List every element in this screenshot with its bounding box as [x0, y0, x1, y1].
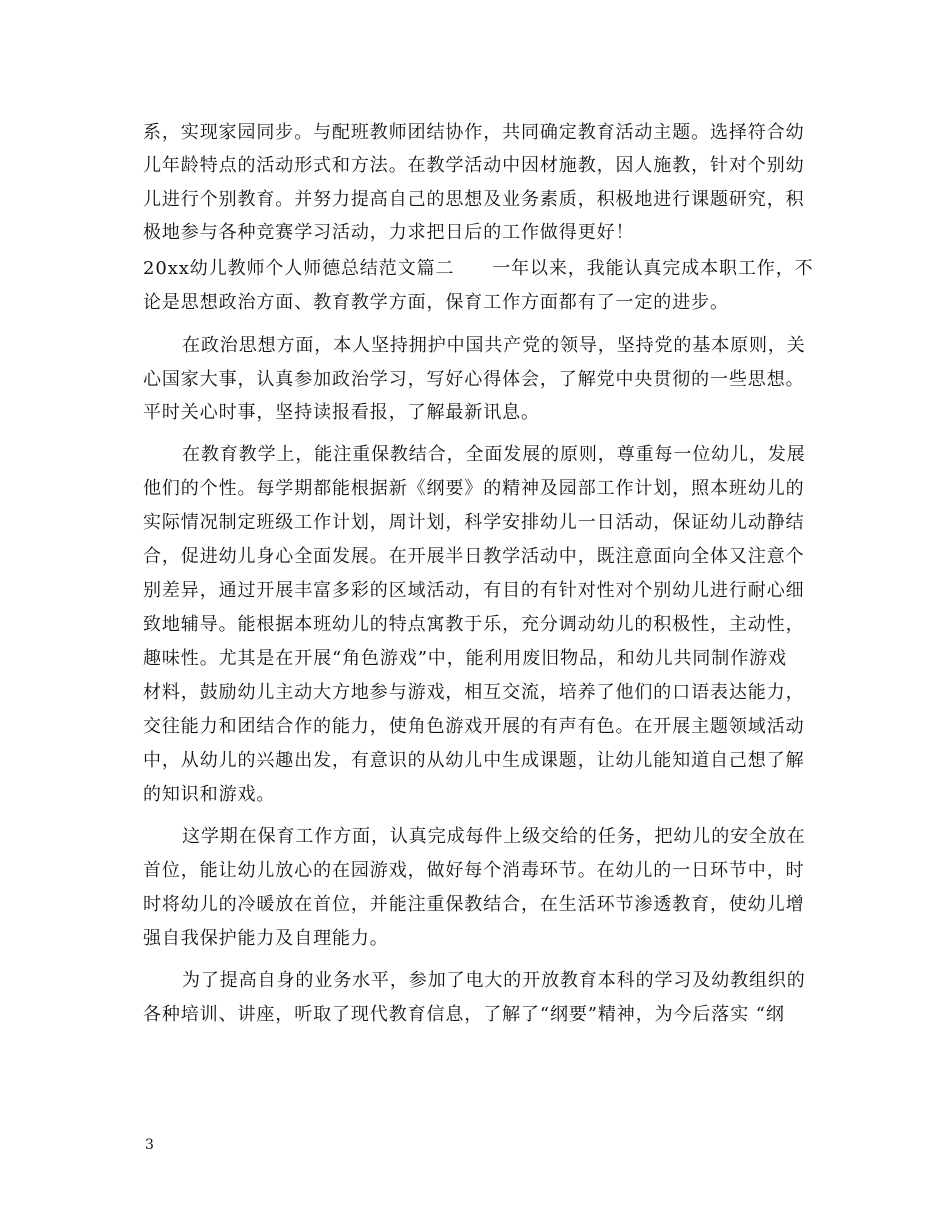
text-line: 他们的个性。每学期都能根据新《纲要》的精神及园部工作计划，照本班幼儿的 [143, 478, 805, 499]
text-line: 强自我保护能力及自理能力。 [143, 928, 389, 949]
text-line: 致地辅导。能根据本班幼儿的特点寓教于乐，充分调动幼儿的积极性，主动性， [143, 614, 805, 635]
page-number: 3 [145, 1137, 154, 1153]
text-line: 平时关心时事，坚持读报看报，了解最新讯息。 [143, 402, 540, 423]
text-line: 极地参与各种竞赛学习活动，力求把日后的工作做得更好！ [143, 222, 635, 243]
text-line: 各种培训、讲座，听取了现代教育信息，了解了“纲要”精神，为今后落实 “纲 [143, 1004, 785, 1025]
text-line: 实际情况制定班级工作计划，周计划，科学安排幼儿一日活动，保证幼儿动静结 [143, 512, 805, 533]
paragraph-first-line: 在教育教学上，能注重保教结合，全面发展的原则，尊重每一位幼儿，发展 [182, 444, 806, 465]
text-line: 材料，鼓励幼儿主动大方地参与游戏，相互交流，培养了他们的口语表达能力， [143, 682, 805, 703]
text-line: 别差异，通过开展丰富多彩的区域活动，有目的有针对性对个别幼儿进行耐心细 [143, 580, 805, 601]
text-line: 合，促进幼儿身心全面发展。在开展半日教学活动中，既注意面向全体又注意个 [143, 546, 805, 567]
text-line: 的知识和游戏。 [143, 784, 276, 805]
text-line: 首位，能让幼儿放心的在园游戏，做好每个消毒环节。在幼儿的一日环节中，时 [143, 860, 805, 881]
text-line: 儿年龄特点的活动形式和方法。在教学活动中因材施教，因人施教，针对个别幼 [143, 155, 805, 176]
paragraph-first-line: 为了提高自身的业务水平，参加了电大的开放教育本科的学习及幼教组织的 [182, 970, 806, 991]
paragraph-first-line: 这学期在保育工作方面，认真完成每件上级交给的任务，把幼儿的安全放在 [182, 826, 806, 847]
paragraph-first-line: 在政治思想方面，本人坚持拥护中国共产党的领导，坚持党的基本原则，关 [182, 335, 806, 356]
text-line: 心国家大事，认真参加政治学习，写好心得体会，了解党中央贯彻的一些思想。 [143, 369, 805, 390]
text-line: 系，实现家园同步。与配班教师团结协作，共同确定教育活动主题。选择符合幼 [143, 122, 805, 143]
text-line: 趣味性。尤其是在开展“角色游戏”中，能利用废旧物品，和幼儿共同制作游戏 [143, 648, 787, 669]
text-line: 儿进行个别教育。并努力提高自己的思想及业务素质，积极地进行课题研究，积 [143, 189, 805, 210]
text-line: 中，从幼儿的兴趣出发，有意识的从幼儿中生成课题，让幼儿能知道自己想了解 [143, 750, 805, 771]
section-heading-line: 20xx幼儿教师个人师德总结范文篇二 一年以来，我能认真完成本职工作，不 [143, 258, 814, 279]
text-line: 交往能力和团结合作的能力，使角色游戏开展的有声有色。在开展主题领域活动 [143, 716, 805, 737]
text-line: 论是思想政治方面、教育教学方面，保育工作方面都有了一定的进步。 [143, 292, 729, 313]
text-line: 时将幼儿的冷暖放在首位，并能注重保教结合，在生活环节渗透教育，使幼儿增 [143, 894, 805, 915]
